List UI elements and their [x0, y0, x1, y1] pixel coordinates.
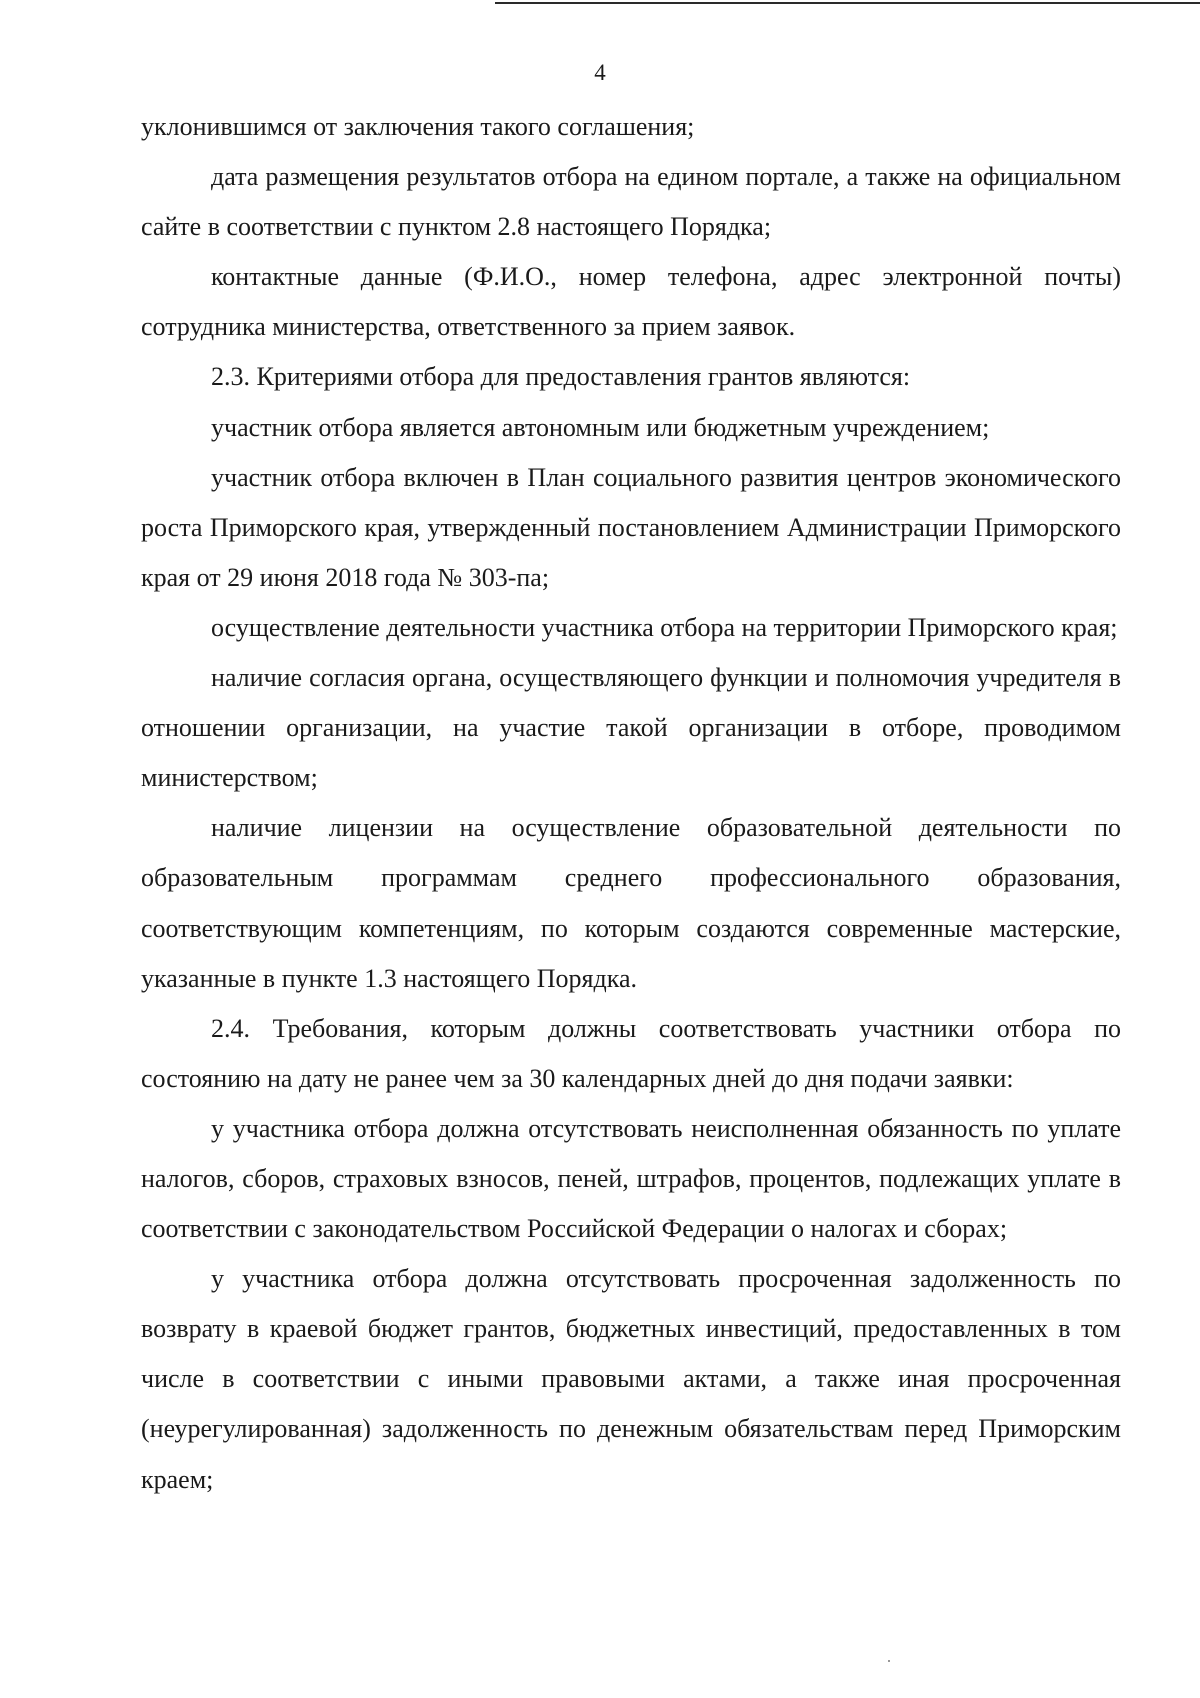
- section-heading-2-4: 2.4. Требования, которым должны соответствовать участники отбора по состоянию на дату не ранее чем за 30 календарных дней до дня подачи заявки:: [141, 1013, 1121, 1093]
- scan-edge-line: [495, 2, 1200, 4]
- paragraph-continuation: уклонившимся от заключения такого соглашения;: [141, 112, 695, 141]
- document-body: [141, 102, 1121, 1505]
- paragraph: наличие согласия органа, осуществляющего функции и полномочия учредителя в отношении организации, на участие такой организации в отборе, проводимом министерством;: [141, 663, 1121, 793]
- paragraph: осуществление деятельности участника отбора на территории Приморского края;: [211, 612, 1118, 642]
- page-number: 4: [594, 60, 606, 85]
- paragraph: участник отбора является автономным или бюджетным учреждением;: [211, 412, 990, 442]
- paragraph: участник отбора включен в План социального развития центров экономического роста Приморского края, утвержденный постановлением Администрации Приморского края от 29 июня 2018 года № 303-па;: [141, 462, 1121, 592]
- scan-speck: [888, 1660, 890, 1662]
- section-heading-2-3: 2.3. Критериями отбора для предоставления грантов являются:: [211, 362, 911, 392]
- paragraph: наличие лицензии на осуществление образовательной деятельности по образовательным программам среднего профессионального образования, соответствующим компетенциям, по которым создаются современные мастерские, указанные в пункте 1.3 настоящего Порядка.: [141, 813, 1121, 993]
- paragraph: контактные данные (Ф.И.О., номер телефона, адрес электронной почты) сотрудника министерства, ответственного за прием заявок.: [141, 262, 1121, 342]
- paragraph: у участника отбора должна отсутствовать просроченная задолженность по возврату в краевой бюджет грантов, бюджетных инвестиций, предоставленных в том числе в соответствии с иными правовыми актами, а также иная просроченная (неурегулированная) задолженность по денежным обязательствам перед Приморским краем;: [141, 1264, 1121, 1494]
- paragraph: у участника отбора должна отсутствовать неисполненная обязанность по уплате налогов, сборов, страховых взносов, пеней, штрафов, процентов, подлежащих уплате в соответствии с законодательством Российской Федерации о налогах и сборах;: [141, 1113, 1121, 1244]
- paragraph: дата размещения результатов отбора на едином портале, а также на официальном сайте в соответствии с пунктом 2.8 настоящего Порядка;: [141, 162, 1121, 242]
